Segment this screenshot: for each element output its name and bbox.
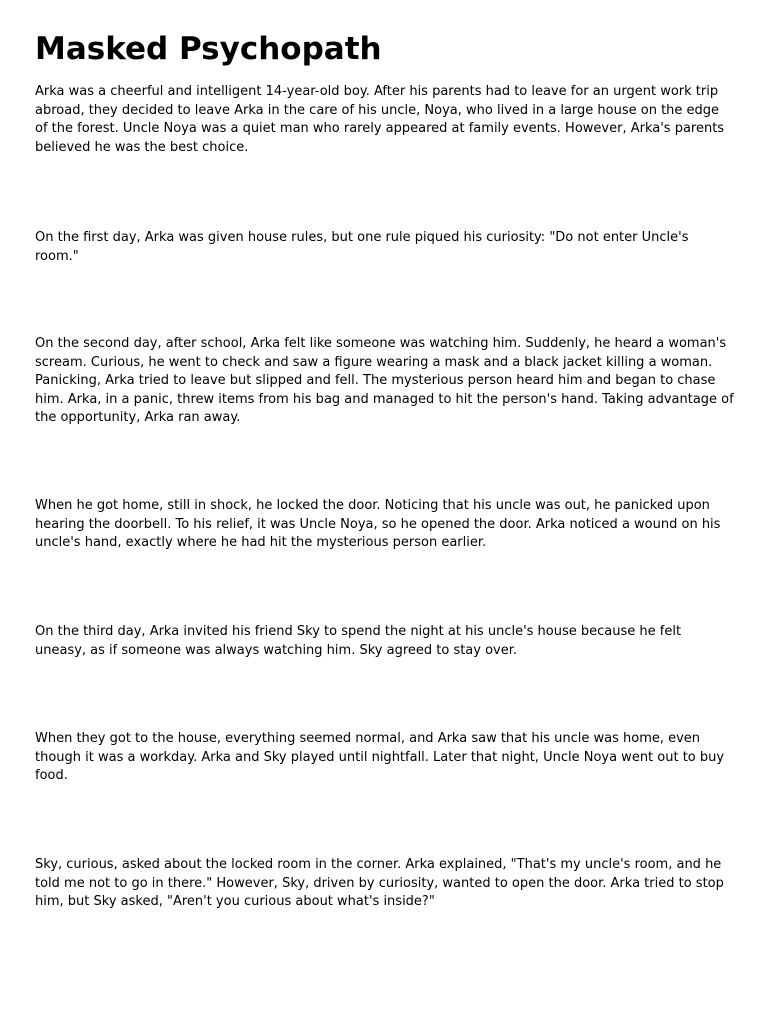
paragraph-6: When they got to the house, everything seemed normal, and Arka saw that his uncle was home, even though it was a workday. Arka and Sky played until nightfall. Later that night, Uncle Noya went out to buy food. bbox=[35, 731, 725, 784]
paragraph-5: On the third day, Arka invited his friend Sky to spend the night at his uncle's house because he felt uneasy, as if someone was always watching him. Sky agreed to stay over. bbox=[35, 624, 682, 658]
paragraph-3: On the second day, after school, Arka felt like someone was watching him. Suddenly, he heard a woman's scream. Curious, he went to check and saw a figure wearing a mask and a black jacket killing a woman. Panicking, Arka tried to leave but slipped and fell. The mysterious person heard him and began to chase him. Arka, in a panic, threw items from his bag and managed to hit the person's hand. Taking advantage of the opportunity, Arka ran away. bbox=[35, 336, 734, 426]
document-title: Masked Psychopath bbox=[35, 31, 382, 67]
paragraph-1: Arka was a cheerful and intelligent 14-year-old boy. After his parents had to leave for an urgent work trip abroad, they decided to leave Arka in the care of his uncle, Noya, who lived in a large house on the edge of the forest. Uncle Noya was a quiet man who rarely appeared at family events. However, Arka's parents believed he was the best choice. bbox=[35, 84, 725, 155]
paragraph-7: Sky, curious, asked about the locked room in the corner. Arka explained, "That's my uncle's room, and he told me not to go in there." However, Sky, driven by curiosity, wanted to open the door. Arka tried to stop him, but Sky asked, "Aren't you curious about what's inside?" bbox=[35, 857, 724, 910]
paragraph-4: When he got home, still in shock, he locked the door. Noticing that his uncle was out, he panicked upon hearing the doorbell. To his relief, it was Uncle Noya, so he opened the door. Arka noticed a wound on his uncle's hand, exactly where he had hit the mysterious person earlier. bbox=[35, 498, 721, 551]
paragraph-2: On the first day, Arka was given house rules, but one rule piqued his curiosity: "Do not enter Uncle's room." bbox=[35, 230, 689, 264]
